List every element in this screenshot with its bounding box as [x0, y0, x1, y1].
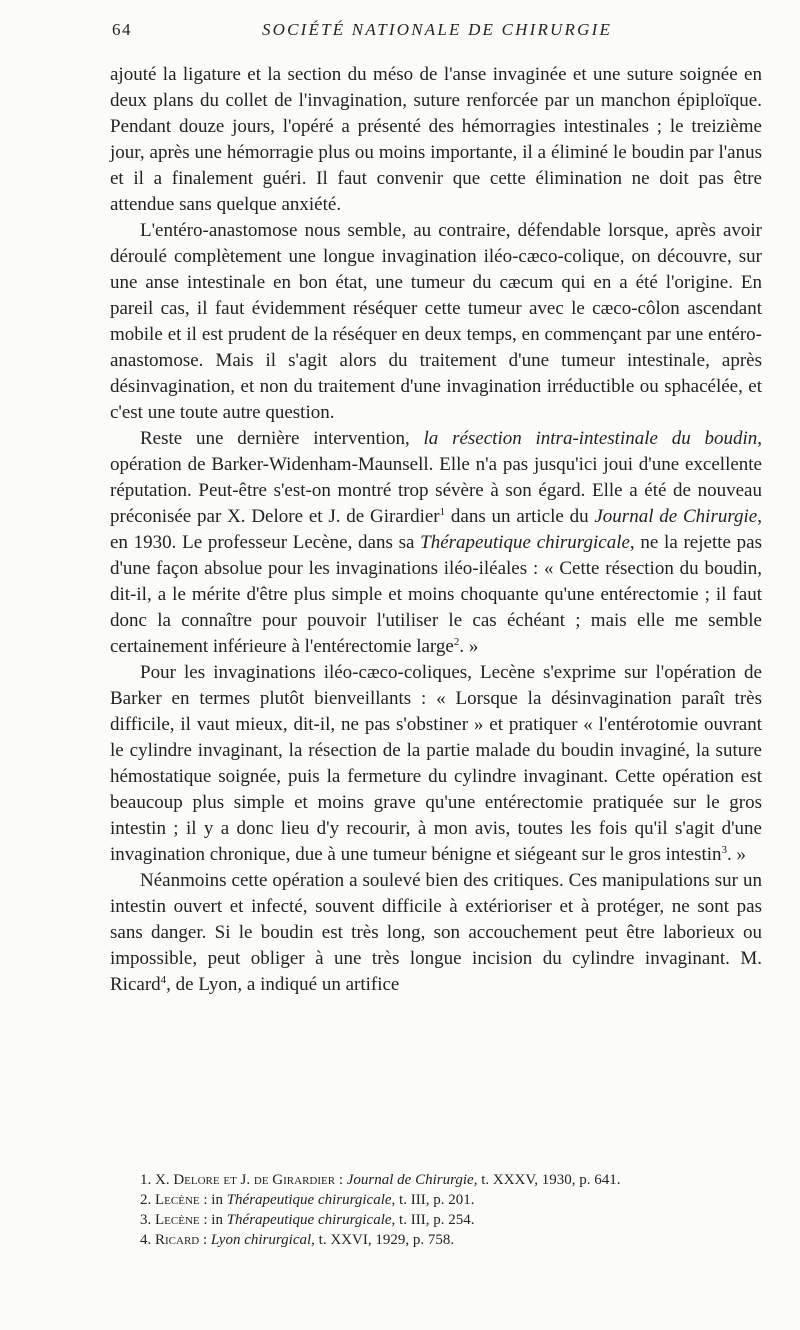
p3-journal-title: Journal de Chirurgie	[594, 506, 758, 527]
paragraph-1: ajouté la ligature et la section du méso de l'anse invaginée et une suture soignée en deux plans du collet de l'invagination, suture renforcée par un manchon épiploïque. Pendant douze jours, l'opéré a présenté des hémorragies intestinales ; le treizième jour, après une hémorragie plus ou moins importante, il a éliminé le boudin par l'anus et il a finalement guéri. Il faut convenir que cette élimination ne doit pas être attendue sans quelque anxiété.	[110, 64, 762, 215]
footnote-author: Lecène	[155, 1212, 200, 1228]
footnote-author: Lecène	[155, 1192, 200, 1208]
footnote-1	[140, 1170, 760, 1190]
footnote-work: Thérapeutique chirurgicale	[226, 1212, 392, 1228]
page-number: 64	[112, 20, 132, 39]
p3-text-b: , opération de Barker-Widenham-Maunsell. Elle n'a pas jusqu'ici joui d'une excellente réputation. Peut-être s'est-on montré trop sévère à son égard. Elle a été de nouveau préconisée par X. Delore et J. de Girardier	[110, 428, 763, 527]
footnote-work: Thérapeutique chirurgicale	[226, 1192, 392, 1208]
footnote-reference: , t. XXXV, 1930, p. 641.	[473, 1172, 621, 1188]
footnote-4	[140, 1230, 760, 1250]
footnote-author: Ricard	[155, 1232, 200, 1248]
footnote-ref-4: 4	[160, 974, 167, 986]
p4-text-a: Pour les invaginations iléo-cæco-coliques, Lecène s'exprime sur l'opération de Barker en termes plutôt bienveillants : « Lorsque la désinvagination paraît très difficile, il vaut mieux, dit-il, ne pas s'obstiner » et pratiquer « l'entérotomie ouvrant le cylindre invaginant, la résection de la partie malade du boudin invaginé, la suture hémostatique soignée, puis la fermeture du cylindre invaginant. Cette opération est beaucoup plus simple et moins grave qu'une entérectomie pratiquée sur le gros intestin ; il y a donc lieu d'y recourir, à mon avis, toutes les fois qu'il s'agit d'une invagination chronique, due à une tumeur bénigne et siégeant sur le gros intestin	[110, 662, 762, 865]
footnote-ref-2: 2	[453, 636, 460, 648]
paragraph-4	[110, 660, 762, 868]
footnote-separator: : in	[199, 1212, 227, 1228]
footnote-reference: , t. III, p. 201.	[391, 1192, 475, 1208]
footnote-reference: , t. III, p. 254.	[391, 1212, 475, 1228]
footnote-number: 2.	[140, 1192, 152, 1208]
footnote-3	[140, 1210, 760, 1230]
footnotes	[140, 1170, 760, 1250]
body-text	[110, 62, 762, 998]
footnote-separator: :	[335, 1172, 347, 1188]
p5-text-a: Néanmoins cette opération a soulevé bien des critiques. Ces manipulations sur un intestin ouvert et infecté, souvent difficile à extérioriser et à protéger, ne sont pas sans danger. Si le boudin est très long, son accouchement peut être laborieux ou impossible, peut obliger à une très longue incision du cylindre invaginant. M. Ricard	[110, 870, 762, 995]
paragraph-3	[110, 426, 762, 660]
footnote-ref-1: 1	[439, 506, 446, 518]
p3-text-e: , ne la rejette pas d'une façon absolue pour les invaginations iléo-iléales : « Cette résection du boudin, dit-il, a le mérite d'être plus simple et moins choquante qu'une entérectomie ; il faut donc la connaître pour pouvoir l'utiliser le cas échéant ; mais elle me semble certainement inférieure à l'entérectomie large	[110, 532, 762, 657]
running-title: SOCIÉTÉ NATIONALE DE CHIRURGIE	[261, 20, 613, 39]
paragraph-5	[110, 868, 762, 998]
footnote-reference: , t. XXVI, 1929, p. 758.	[311, 1232, 455, 1248]
footnote-ref-3: 3	[721, 844, 728, 856]
footnote-work: Lyon chirurgical	[210, 1232, 312, 1248]
p3-book-title: Thérapeutique chirurgicale	[420, 532, 630, 553]
footnote-separator: :	[199, 1232, 211, 1248]
p3-text-a: Reste une dernière intervention,	[140, 428, 424, 449]
p3-text-d: , en 1930. Le professeur Lecène, dans sa	[110, 506, 762, 553]
footnote-work: Journal de Chirurgie	[346, 1172, 474, 1188]
paragraph-2: L'entéro-anastomose nous semble, au contraire, défendable lorsque, après avoir déroulé complètement une longue invagination iléo-cæco-colique, on découvre, sur une anse intestinale en bon état, une tumeur du cæcum qui en a été l'origine. En pareil cas, il faut évidemment réséquer cette tumeur avec le cæco-côlon ascendant mobile et il est prudent de la réséquer en deux temps, en commençant par une entéro-anastomose. Mais il s'agit alors du traitement d'une tumeur intestinale, après désinvagination, et non du traitement d'une invagination irréductible ou sphacélée, et c'est une toute autre question.	[110, 220, 762, 423]
p5-text-b: , de Lyon, a indiqué un artifice	[166, 974, 400, 995]
p4-text-b: . »	[727, 844, 747, 865]
p3-text-f: . »	[459, 636, 479, 657]
running-head	[112, 20, 762, 44]
p3-italic-title: la résection intra-intestinale du boudin	[423, 428, 758, 449]
footnote-number: 1.	[140, 1172, 152, 1188]
footnote-author: X. Delore et J. de Girardier	[155, 1172, 336, 1188]
footnote-2	[140, 1190, 760, 1210]
p3-text-c: dans un article du	[445, 506, 595, 527]
footnote-number: 3.	[140, 1212, 152, 1228]
footnote-separator: : in	[199, 1192, 227, 1208]
footnote-number: 4.	[140, 1232, 152, 1248]
